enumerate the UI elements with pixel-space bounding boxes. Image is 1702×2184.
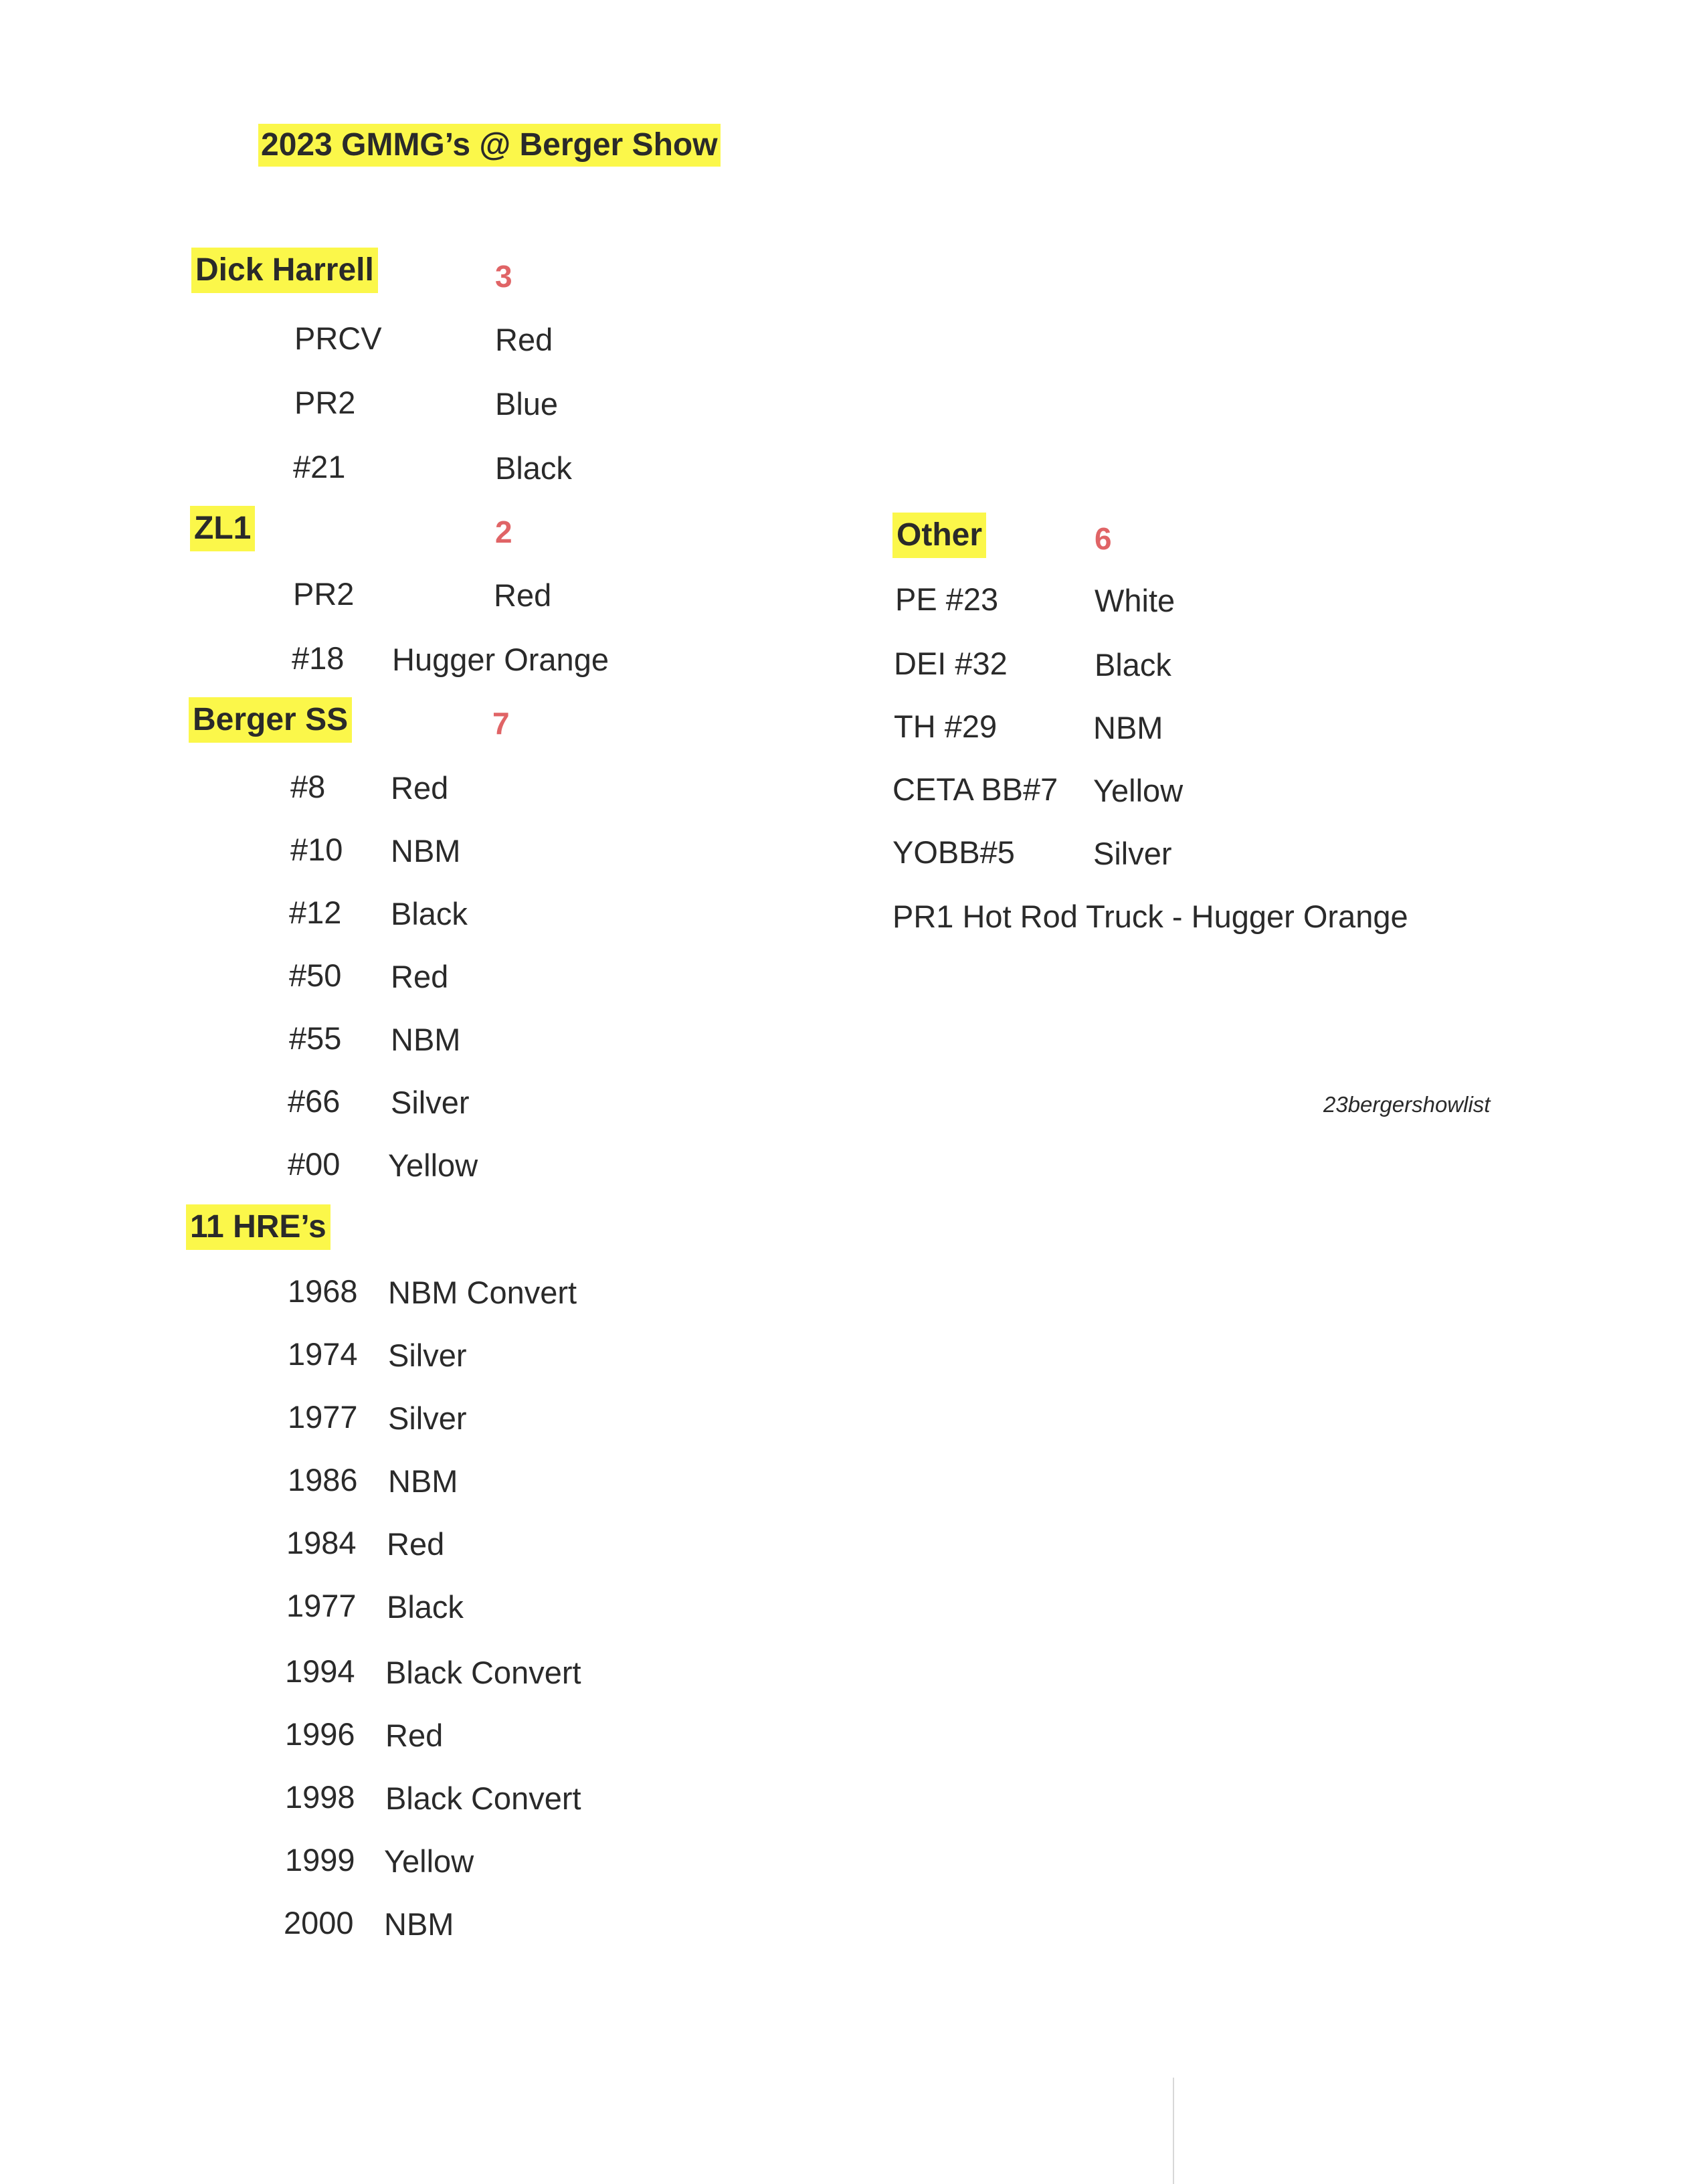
list-item-color: NBM bbox=[391, 1022, 461, 1057]
list-item-color: Black bbox=[391, 896, 468, 931]
list-item-color: Red bbox=[391, 959, 449, 994]
list-item-id: #18 bbox=[292, 640, 345, 676]
list-item-id: #00 bbox=[288, 1146, 341, 1182]
list-item-id: 1977 bbox=[288, 1399, 358, 1435]
section-count-dick-harrell: 3 bbox=[495, 259, 512, 294]
list-item-color: Black Convert bbox=[385, 1655, 581, 1690]
list-item-color: Blue bbox=[495, 386, 559, 422]
list-item-color: NBM Convert bbox=[388, 1275, 577, 1310]
list-item-id: #21 bbox=[293, 449, 346, 484]
list-item-color: Black Convert bbox=[385, 1781, 581, 1816]
list-item-color: NBM bbox=[388, 1463, 458, 1499]
list-item-color: Red bbox=[391, 770, 449, 806]
list-item-color: Yellow bbox=[1093, 773, 1184, 808]
list-item-id: 1994 bbox=[285, 1653, 355, 1689]
list-item-color: Black bbox=[387, 1589, 464, 1625]
list-item-color: Red bbox=[387, 1526, 445, 1562]
section-heading-other: Other bbox=[892, 513, 986, 558]
list-item-id: YOBB#5 bbox=[892, 834, 1015, 870]
list-item-id: 1974 bbox=[288, 1336, 358, 1372]
section-count-berger-ss: 7 bbox=[492, 706, 510, 741]
section-heading-berger-ss: Berger SS bbox=[189, 697, 352, 743]
file-name-note: 23bergershowlist bbox=[1323, 1092, 1491, 1117]
list-item-id: 2000 bbox=[284, 1905, 354, 1940]
list-item-id: 1986 bbox=[288, 1462, 358, 1497]
list-item-color: Silver bbox=[391, 1085, 470, 1120]
scan-edge-line bbox=[1173, 2078, 1174, 2184]
list-item-id: 1968 bbox=[288, 1273, 358, 1309]
list-item-color: Silver bbox=[388, 1338, 467, 1373]
list-item-id: #8 bbox=[290, 769, 326, 804]
list-item-color: Hugger Orange bbox=[392, 642, 609, 677]
list-item-id: 1984 bbox=[286, 1525, 357, 1560]
section-heading-hres: 11 HRE’s bbox=[186, 1204, 330, 1250]
list-item-id: CETA BB#7 bbox=[892, 771, 1058, 807]
list-item-id: TH #29 bbox=[894, 709, 998, 744]
list-item-color: Red bbox=[495, 322, 553, 357]
list-item-id: #50 bbox=[289, 958, 342, 993]
list-item-color: Red bbox=[385, 1718, 444, 1753]
list-item-id: #10 bbox=[290, 832, 343, 867]
list-item-id: PRCV bbox=[294, 321, 382, 356]
list-item-color: Silver bbox=[388, 1400, 467, 1436]
list-item-color: Yellow bbox=[388, 1148, 478, 1183]
section-heading-zl1: ZL1 bbox=[190, 506, 255, 551]
list-item-id: 1996 bbox=[285, 1716, 355, 1752]
list-item-full: PR1 Hot Rod Truck - Hugger Orange bbox=[892, 899, 1408, 934]
list-item-color: White bbox=[1095, 583, 1175, 618]
list-item-id: 1977 bbox=[286, 1588, 357, 1623]
list-item-id: PR2 bbox=[294, 385, 356, 420]
list-item-id: PE #23 bbox=[895, 581, 999, 617]
list-item-color: NBM bbox=[391, 833, 461, 869]
list-item-id: #12 bbox=[289, 895, 342, 930]
list-item-color: Silver bbox=[1093, 836, 1172, 871]
list-item-id: PR2 bbox=[293, 576, 355, 612]
section-count-other: 6 bbox=[1095, 521, 1112, 556]
page-title: 2023 GMMG’s @ Berger Show bbox=[258, 124, 721, 167]
list-item-color: Red bbox=[494, 577, 552, 613]
list-item-id: #55 bbox=[289, 1020, 342, 1056]
list-item-color: Yellow bbox=[384, 1843, 474, 1879]
list-item-color: Black bbox=[1095, 647, 1171, 682]
list-item-color: NBM bbox=[1093, 710, 1163, 745]
list-item-id: 1999 bbox=[285, 1842, 355, 1878]
list-item-id: #66 bbox=[288, 1083, 341, 1119]
list-item-id: DEI #32 bbox=[894, 646, 1008, 681]
section-count-zl1: 2 bbox=[495, 515, 512, 549]
list-item-color: NBM bbox=[384, 1906, 454, 1942]
section-heading-dick-harrell: Dick Harrell bbox=[191, 248, 378, 293]
list-item-id: 1998 bbox=[285, 1779, 355, 1815]
list-item-color: Black bbox=[495, 450, 572, 486]
